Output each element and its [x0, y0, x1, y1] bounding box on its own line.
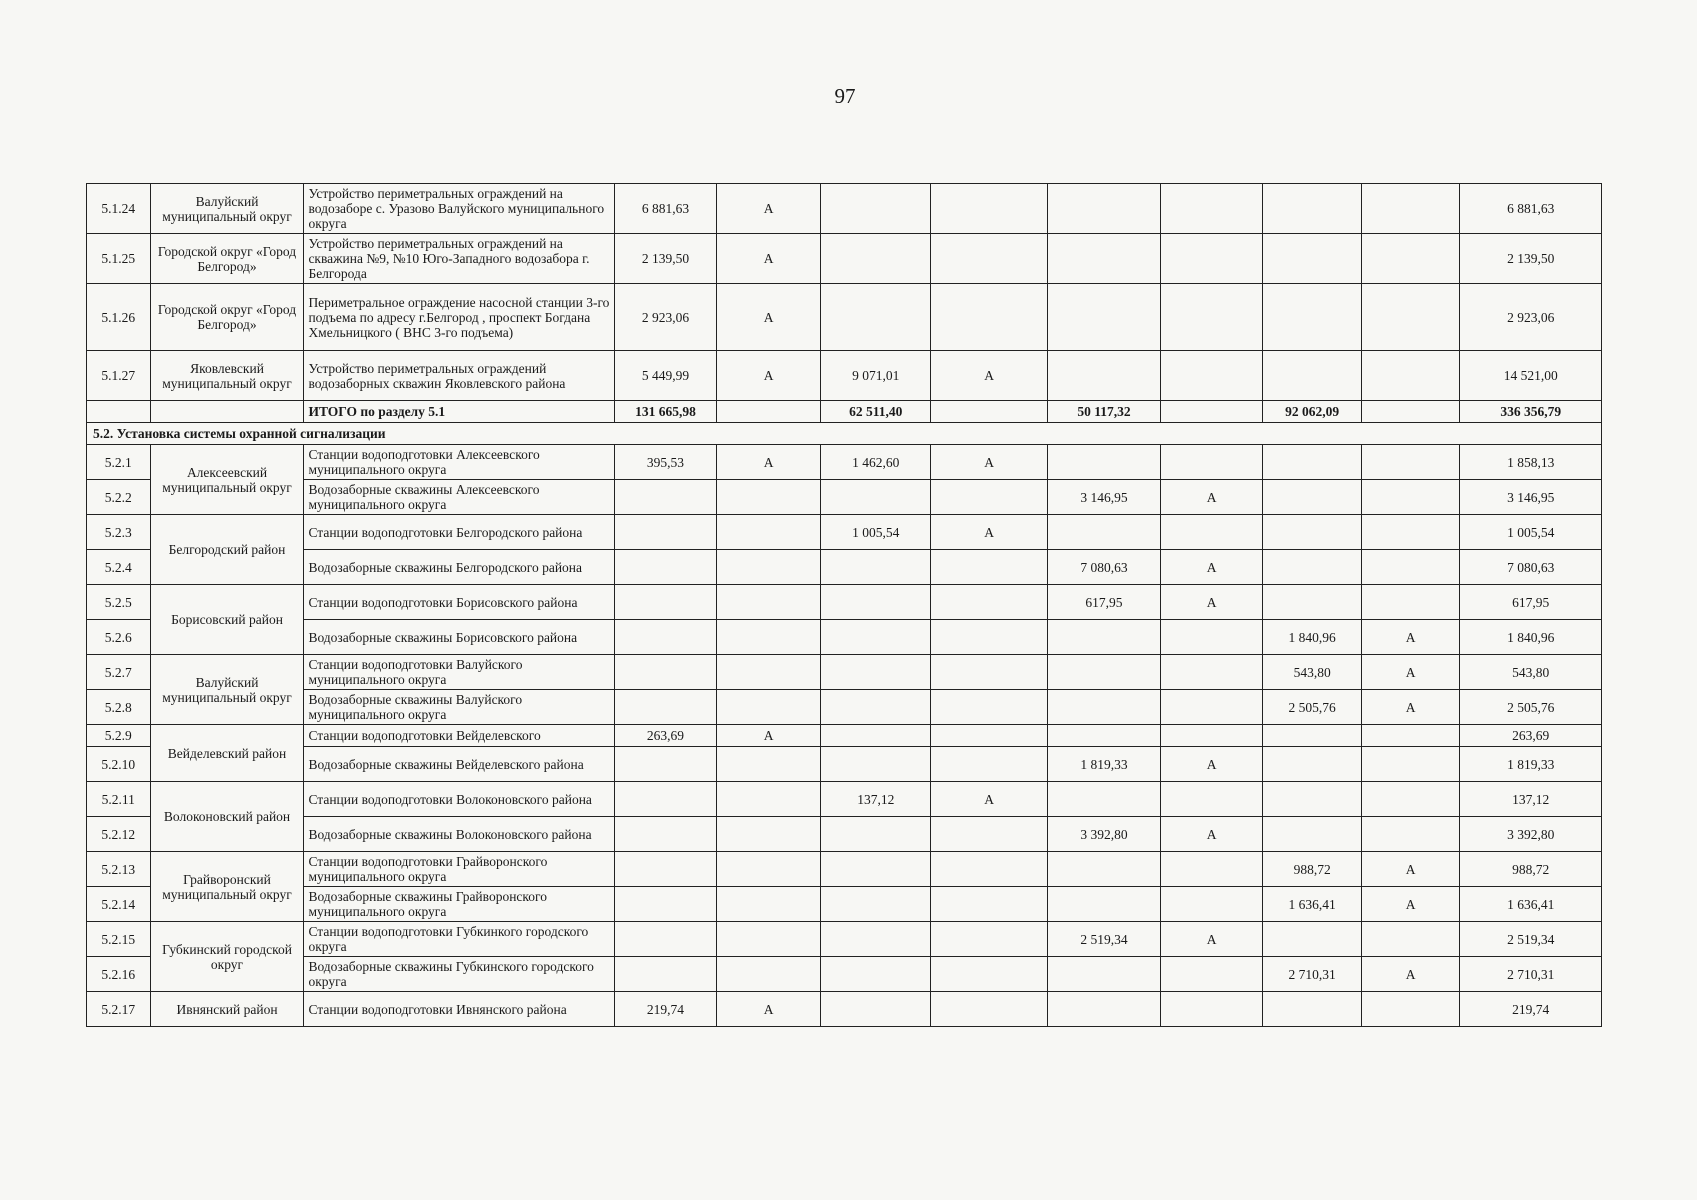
source-cell [1160, 234, 1263, 284]
source-cell [1361, 284, 1459, 351]
empty-cell [1160, 401, 1263, 423]
description-cell: Водозаборные скважины Борисовского района [304, 620, 615, 655]
description-cell: Устройство периметральных ограждений на водозаборе с. Уразово Валуйского муниципального округа [304, 184, 615, 234]
total-cell: 2 519,34 [1460, 922, 1602, 957]
table-row [87, 515, 1602, 550]
amount-cell [1263, 351, 1361, 401]
region-cell: Яковлевский муниципальный округ [150, 351, 304, 401]
source-cell [1160, 782, 1263, 817]
amount-cell [1048, 852, 1161, 887]
amount-cell [821, 690, 931, 725]
amount-cell [1263, 725, 1361, 747]
source-cell [716, 747, 821, 782]
row-number: 5.2.14 [87, 887, 151, 922]
amount-cell [615, 690, 717, 725]
source-cell: А [1160, 480, 1263, 515]
row-number: 5.2.1 [87, 445, 151, 480]
source-cell [931, 725, 1048, 747]
amount-cell: 988,72 [1263, 852, 1361, 887]
total-cell: 1 858,13 [1460, 445, 1602, 480]
region-cell: Ивнянский район [150, 992, 304, 1027]
table-row [87, 922, 1602, 957]
description-cell: Станции водоподготовки Вейделевского [304, 725, 615, 747]
region-cell: Грайворонский муниципальный округ [150, 852, 304, 922]
amount-cell: 3 146,95 [1048, 480, 1161, 515]
source-cell: А [931, 782, 1048, 817]
source-cell: А [1160, 585, 1263, 620]
source-cell [931, 957, 1048, 992]
source-cell: А [716, 284, 821, 351]
source-cell [931, 234, 1048, 284]
source-cell [1361, 445, 1459, 480]
table-row [87, 747, 1602, 782]
source-cell: А [1160, 550, 1263, 585]
source-cell [931, 887, 1048, 922]
amount-cell [615, 550, 717, 585]
row-number: 5.2.6 [87, 620, 151, 655]
table-row [87, 284, 1602, 351]
source-cell: А [716, 445, 821, 480]
source-cell [931, 585, 1048, 620]
source-cell: А [716, 184, 821, 234]
amount-cell [1263, 284, 1361, 351]
table-row [87, 655, 1602, 690]
empty-cell [716, 401, 821, 423]
row-number: 5.2.3 [87, 515, 151, 550]
row-number: 5.2.8 [87, 690, 151, 725]
source-cell [1361, 817, 1459, 852]
row-number: 5.2.9 [87, 725, 151, 747]
amount-cell [821, 725, 931, 747]
source-cell [1361, 351, 1459, 401]
table-row [87, 550, 1602, 585]
row-number: 5.2.4 [87, 550, 151, 585]
row-number: 5.2.5 [87, 585, 151, 620]
amount-cell [1263, 992, 1361, 1027]
source-cell [1361, 747, 1459, 782]
source-cell [716, 817, 821, 852]
region-cell: Белгородский район [150, 515, 304, 585]
amount-cell [821, 992, 931, 1027]
table-row [87, 957, 1602, 992]
source-cell: А [716, 992, 821, 1027]
amount-cell [821, 184, 931, 234]
source-cell [1160, 351, 1263, 401]
total-cell: 543,80 [1460, 655, 1602, 690]
amount-cell [1263, 585, 1361, 620]
source-cell [931, 852, 1048, 887]
description-cell: Водозаборные скважины Губкинского городского округа [304, 957, 615, 992]
source-cell: А [1361, 655, 1459, 690]
amount-cell [1263, 550, 1361, 585]
amount-cell [821, 817, 931, 852]
row-number: 5.2.7 [87, 655, 151, 690]
source-cell [1361, 922, 1459, 957]
source-cell [931, 922, 1048, 957]
amount-cell [1048, 284, 1161, 351]
amount-cell: 219,74 [615, 992, 717, 1027]
amount-cell: 2 923,06 [615, 284, 717, 351]
total-cell: 2 923,06 [1460, 284, 1602, 351]
amount-cell: 137,12 [821, 782, 931, 817]
amount-cell: 617,95 [1048, 585, 1161, 620]
row-number: 5.2.16 [87, 957, 151, 992]
table-row [87, 852, 1602, 887]
total-cell: 14 521,00 [1460, 351, 1602, 401]
region-cell: Губкинский городской округ [150, 922, 304, 992]
amount-cell [1263, 515, 1361, 550]
source-cell [1160, 184, 1263, 234]
total-cell: 336 356,79 [1460, 401, 1602, 423]
amount-cell [821, 852, 931, 887]
amount-cell [1263, 782, 1361, 817]
amount-cell [1048, 725, 1161, 747]
description-cell: Станции водоподготовки Грайворонского муниципального округа [304, 852, 615, 887]
source-cell [1160, 887, 1263, 922]
source-cell: А [1361, 957, 1459, 992]
amount-cell [1048, 620, 1161, 655]
amount-cell [821, 887, 931, 922]
table-row [87, 992, 1602, 1027]
total-cell: 3 392,80 [1460, 817, 1602, 852]
table-row [87, 351, 1602, 401]
region-cell: Волоконовский район [150, 782, 304, 852]
description-cell: Станции водоподготовки Волоконовского района [304, 782, 615, 817]
source-cell [1160, 690, 1263, 725]
amount-cell [821, 747, 931, 782]
amount-cell: 2 505,76 [1263, 690, 1361, 725]
amount-cell: 1 005,54 [821, 515, 931, 550]
description-cell: Станции водоподготовки Белгородского района [304, 515, 615, 550]
amount-cell: 2 710,31 [1263, 957, 1361, 992]
total-cell: 1 840,96 [1460, 620, 1602, 655]
source-cell [931, 747, 1048, 782]
description-cell: Станции водоподготовки Алексеевского муниципального округа [304, 445, 615, 480]
amount-cell [1048, 690, 1161, 725]
amount-cell [615, 922, 717, 957]
total-cell: 988,72 [1460, 852, 1602, 887]
source-cell [716, 550, 821, 585]
amount-cell: 9 071,01 [821, 351, 931, 401]
source-cell [1361, 725, 1459, 747]
amount-cell [1048, 184, 1161, 234]
source-cell [1361, 550, 1459, 585]
table-row [87, 817, 1602, 852]
amount-cell [1048, 992, 1161, 1027]
source-cell [716, 655, 821, 690]
amount-cell [821, 284, 931, 351]
description-cell: Водозаборные скважины Алексеевского муниципального округа [304, 480, 615, 515]
amount-cell [821, 957, 931, 992]
row-number: 5.2.12 [87, 817, 151, 852]
source-cell [1361, 480, 1459, 515]
table-row [87, 234, 1602, 284]
total-cell: 3 146,95 [1460, 480, 1602, 515]
amount-cell [1048, 445, 1161, 480]
amount-cell [821, 922, 931, 957]
source-cell [1361, 782, 1459, 817]
source-cell: А [1361, 690, 1459, 725]
description-cell: Водозаборные скважины Грайворонского муниципального округа [304, 887, 615, 922]
source-cell [1361, 234, 1459, 284]
amount-cell: 2 519,34 [1048, 922, 1161, 957]
table-body [87, 184, 1602, 1027]
amount-cell: 1 819,33 [1048, 747, 1161, 782]
amount-cell: 7 080,63 [1048, 550, 1161, 585]
amount-cell [821, 234, 931, 284]
amount-cell [615, 515, 717, 550]
source-cell [1361, 184, 1459, 234]
source-cell [1160, 852, 1263, 887]
amount-cell [1048, 515, 1161, 550]
total-cell: 617,95 [1460, 585, 1602, 620]
source-cell [716, 690, 821, 725]
source-cell [1160, 992, 1263, 1027]
table-row [87, 445, 1602, 480]
total-cell: 2 710,31 [1460, 957, 1602, 992]
total-cell: 219,74 [1460, 992, 1602, 1027]
source-cell [716, 515, 821, 550]
source-cell: А [931, 515, 1048, 550]
amount-cell: 543,80 [1263, 655, 1361, 690]
region-cell: Алексеевский муниципальный округ [150, 445, 304, 515]
source-cell [931, 284, 1048, 351]
empty-cell [87, 401, 151, 423]
amount-cell [615, 480, 717, 515]
description-cell: Устройство периметральных ограждений на скважина №9, №10 Юго-Западного водозабора г. Белгорода [304, 234, 615, 284]
amount-cell [1048, 887, 1161, 922]
source-cell [931, 690, 1048, 725]
source-cell [1160, 620, 1263, 655]
amount-cell [615, 655, 717, 690]
amount-cell: 1 636,41 [1263, 887, 1361, 922]
source-cell: А [931, 445, 1048, 480]
amount-cell: 131 665,98 [615, 401, 717, 423]
source-cell [931, 184, 1048, 234]
source-cell: А [1160, 922, 1263, 957]
amount-cell [615, 620, 717, 655]
amount-cell: 1 462,60 [821, 445, 931, 480]
table-row [87, 782, 1602, 817]
amount-cell: 395,53 [615, 445, 717, 480]
row-number: 5.2.13 [87, 852, 151, 887]
amount-cell [1263, 922, 1361, 957]
source-cell: А [931, 351, 1048, 401]
amount-cell [821, 550, 931, 585]
amount-cell [1048, 234, 1161, 284]
description-cell: Водозаборные скважины Волоконовского района [304, 817, 615, 852]
amount-cell [615, 887, 717, 922]
amount-cell [821, 480, 931, 515]
amount-cell [615, 852, 717, 887]
amount-cell [821, 585, 931, 620]
source-cell: А [716, 351, 821, 401]
description-cell: Водозаборные скважины Валуйского муниципального округа [304, 690, 615, 725]
source-cell [716, 887, 821, 922]
total-cell: 7 080,63 [1460, 550, 1602, 585]
description-cell: Станции водоподготовки Ивнянского района [304, 992, 615, 1027]
row-number: 5.2.17 [87, 992, 151, 1027]
description-cell: Водозаборные скважины Белгородского района [304, 550, 615, 585]
amount-cell [615, 817, 717, 852]
source-cell [931, 620, 1048, 655]
amount-cell: 50 117,32 [1048, 401, 1161, 423]
source-cell [1361, 585, 1459, 620]
amount-cell: 92 062,09 [1263, 401, 1361, 423]
empty-cell [150, 401, 304, 423]
amount-cell [821, 655, 931, 690]
amount-cell [1263, 234, 1361, 284]
source-cell [716, 957, 821, 992]
row-number: 5.2.11 [87, 782, 151, 817]
amount-cell [1263, 817, 1361, 852]
description-cell: Станции водоподготовки Валуйского муниципального округа [304, 655, 615, 690]
amount-cell [1048, 655, 1161, 690]
table-row [87, 887, 1602, 922]
source-cell: А [1160, 817, 1263, 852]
source-cell [1160, 284, 1263, 351]
amount-cell: 263,69 [615, 725, 717, 747]
region-cell: Валуйский муниципальный округ [150, 184, 304, 234]
amount-cell [1048, 351, 1161, 401]
amount-cell [615, 957, 717, 992]
empty-cell [1361, 401, 1459, 423]
region-cell: Городской округ «Город Белгород» [150, 284, 304, 351]
description-cell: Станции водоподготовки Борисовского района [304, 585, 615, 620]
source-cell: А [1160, 747, 1263, 782]
source-cell [1160, 445, 1263, 480]
source-cell [931, 655, 1048, 690]
section-total-row [87, 401, 1602, 423]
source-cell: А [716, 725, 821, 747]
amount-cell: 3 392,80 [1048, 817, 1161, 852]
section-title: 5.2. Установка системы охранной сигнализации [87, 423, 1602, 445]
source-cell: А [1361, 852, 1459, 887]
source-cell [716, 620, 821, 655]
amount-cell: 6 881,63 [615, 184, 717, 234]
total-cell: 2 505,76 [1460, 690, 1602, 725]
region-cell: Валуйский муниципальный округ [150, 655, 304, 725]
description-cell: Устройство периметральных ограждений водозаборных скважин Яковлевского района [304, 351, 615, 401]
total-cell: 1 636,41 [1460, 887, 1602, 922]
table-row [87, 725, 1602, 747]
empty-cell [931, 401, 1048, 423]
source-cell: А [1361, 620, 1459, 655]
amount-cell [615, 747, 717, 782]
amount-cell [1048, 957, 1161, 992]
amount-cell: 62 511,40 [821, 401, 931, 423]
amount-cell [1263, 480, 1361, 515]
amount-cell [1263, 445, 1361, 480]
source-cell [931, 992, 1048, 1027]
row-number: 5.2.2 [87, 480, 151, 515]
region-cell: Вейделевский район [150, 725, 304, 782]
amount-cell: 2 139,50 [615, 234, 717, 284]
amount-cell [1263, 184, 1361, 234]
budget-table [86, 183, 1602, 1027]
table-row [87, 585, 1602, 620]
amount-cell [1048, 782, 1161, 817]
description-cell: Водозаборные скважины Вейделевского района [304, 747, 615, 782]
table-row [87, 690, 1602, 725]
total-cell: 263,69 [1460, 725, 1602, 747]
source-cell [1361, 992, 1459, 1027]
amount-cell [615, 782, 717, 817]
source-cell [716, 852, 821, 887]
source-cell: А [716, 234, 821, 284]
amount-cell [615, 585, 717, 620]
total-cell: 6 881,63 [1460, 184, 1602, 234]
table-row [87, 184, 1602, 234]
description-cell: Периметральное ограждение насосной станции 3-го подъема по адресу г.Белгород , проспект Богдана Хмельницкого ( ВНС 3-го подъема) [304, 284, 615, 351]
total-cell: 137,12 [1460, 782, 1602, 817]
source-cell [716, 480, 821, 515]
page-number: 97 [834, 84, 856, 108]
source-cell [716, 922, 821, 957]
description-cell: Станции водоподготовки Губкинкого городского округа [304, 922, 615, 957]
source-cell [1361, 515, 1459, 550]
total-label: ИТОГО по разделу 5.1 [304, 401, 615, 423]
amount-cell: 5 449,99 [615, 351, 717, 401]
source-cell [716, 585, 821, 620]
source-cell [1160, 957, 1263, 992]
row-number: 5.1.27 [87, 351, 151, 401]
source-cell [716, 782, 821, 817]
source-cell [931, 550, 1048, 585]
table-row [87, 480, 1602, 515]
amount-cell [821, 620, 931, 655]
row-number: 5.2.10 [87, 747, 151, 782]
region-cell: Борисовский район [150, 585, 304, 655]
source-cell: А [1361, 887, 1459, 922]
total-cell: 1 819,33 [1460, 747, 1602, 782]
row-number: 5.2.15 [87, 922, 151, 957]
table-row [87, 620, 1602, 655]
row-number: 5.1.25 [87, 234, 151, 284]
source-cell [931, 817, 1048, 852]
source-cell [1160, 515, 1263, 550]
total-cell: 2 139,50 [1460, 234, 1602, 284]
row-number: 5.1.24 [87, 184, 151, 234]
source-cell [1160, 655, 1263, 690]
amount-cell [1263, 747, 1361, 782]
source-cell [1160, 725, 1263, 747]
region-cell: Городской округ «Город Белгород» [150, 234, 304, 284]
total-cell: 1 005,54 [1460, 515, 1602, 550]
source-cell [931, 480, 1048, 515]
row-number: 5.1.26 [87, 284, 151, 351]
amount-cell: 1 840,96 [1263, 620, 1361, 655]
section-header-row [87, 423, 1602, 445]
